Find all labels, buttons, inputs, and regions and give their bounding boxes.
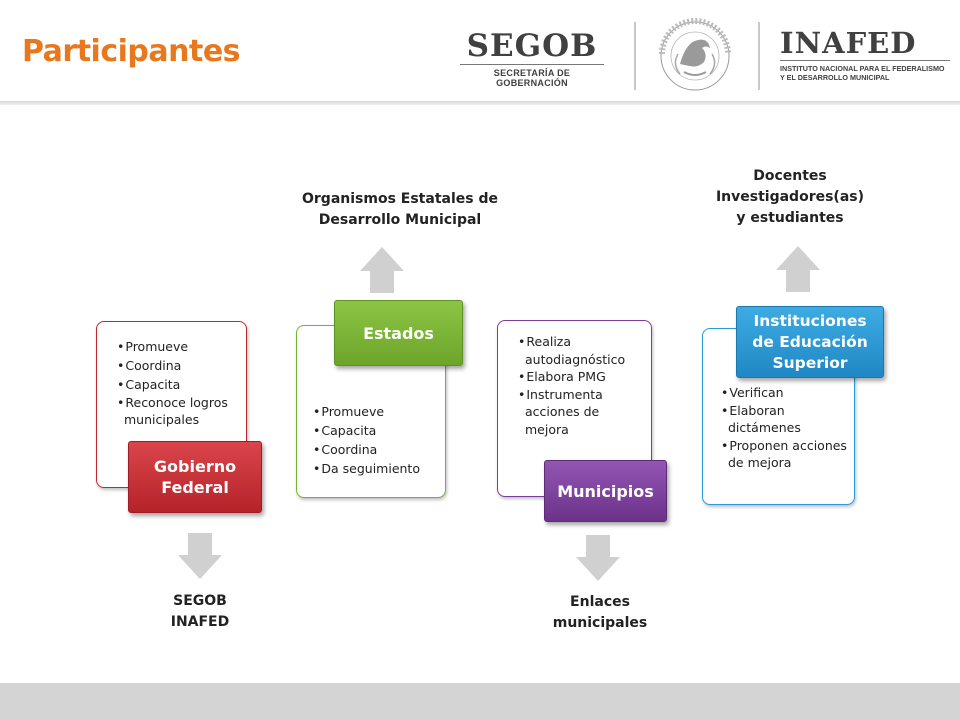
list-item: • Promueve	[311, 402, 439, 421]
municipios-list	[498, 321, 651, 438]
logo-divider	[634, 22, 636, 90]
arrow-down-icon	[576, 535, 620, 581]
list-item: • Realiza autodiagnóstico	[516, 333, 645, 368]
list-item: • Da seguimiento	[311, 459, 439, 478]
segob-logo-subtitle: SECRETARÍA DE GOBERNACIÓN	[460, 64, 604, 88]
list-item: • Verifican	[719, 384, 848, 402]
inafed-logo-subtitle: INSTITUTO NACIONAL PARA EL FEDERALISMO Y EL DESARROLLO MUNICIPAL	[780, 60, 950, 82]
list-item: • Proponen acciones de mejora	[719, 437, 848, 472]
list-item: • Capacita	[311, 421, 439, 440]
page-title: Participantes	[22, 34, 241, 69]
segob-logo-name: SEGOB	[466, 28, 598, 64]
municipios-caption: Enlaces municipales	[552, 594, 648, 631]
logo-divider	[758, 22, 760, 90]
list-item: • Instrumenta acciones de mejora	[516, 386, 645, 439]
federal-list	[97, 322, 246, 428]
inafed-logo-name: INAFED	[780, 26, 917, 60]
ies-caption: Docentes Investigadores(as) y estudiantes	[715, 168, 865, 226]
list-item: • Capacita	[115, 375, 240, 394]
footer-bar	[0, 683, 960, 720]
list-item: • Reconoce logros municipales	[115, 394, 240, 428]
federal-label: Gobierno Federal	[128, 441, 262, 513]
list-item: • Coordina	[311, 440, 439, 459]
inafed-logo	[780, 26, 950, 90]
list-item: • Coordina	[115, 356, 240, 375]
estados-label: Estados	[334, 300, 463, 366]
estados-caption: Organismos Estatales de Desarrollo Municipal	[302, 191, 498, 228]
arrow-up-icon	[360, 247, 404, 293]
municipios-label: Municipios	[544, 460, 667, 522]
segob-logo	[452, 28, 612, 90]
arrow-up-icon	[776, 246, 820, 292]
coat-of-arms-icon	[648, 14, 742, 94]
federal-caption: SEGOB INAFED	[170, 593, 230, 630]
header-divider	[0, 101, 960, 105]
list-item: • Elaboran dictámenes	[719, 402, 848, 437]
ies-label: Instituciones de Educación Superior	[736, 306, 884, 378]
list-item: • Elabora PMG	[516, 368, 645, 386]
arrow-down-icon	[178, 533, 222, 579]
list-item: • Promueve	[115, 337, 240, 356]
